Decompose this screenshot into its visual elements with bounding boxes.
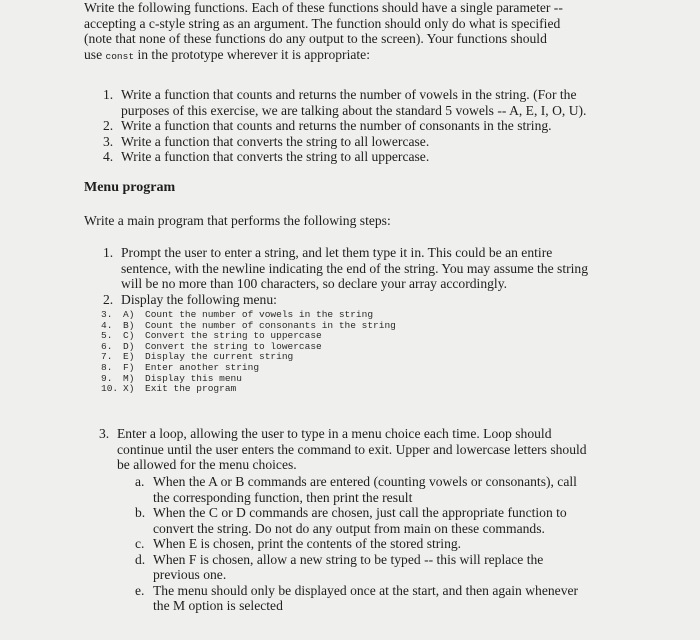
item-line: be allowed for the menu choices. (117, 457, 297, 472)
intro-line: (note that none of these functions do any output to the screen). Your functions should (84, 31, 547, 46)
menu-text: Enter another string (145, 361, 260, 373)
item-letter: a. (135, 474, 145, 489)
step3-list (99, 426, 647, 473)
line-number: 5. (101, 330, 113, 342)
menu-key: E) (123, 351, 135, 363)
section-heading: Menu program (84, 180, 176, 195)
item-number: 2. (103, 118, 114, 133)
menu-text: Display the current string (145, 351, 294, 363)
function-item (103, 118, 641, 134)
item-line: Write a function that counts and returns the number of consonants in the string. (121, 118, 552, 133)
code-keyword: const (105, 50, 135, 62)
item-line: When the C or D commands are chosen, just call the appropriate function to (153, 505, 567, 520)
item-line: When E is chosen, print the contents of the stored string. (153, 536, 462, 551)
item-line: Display the following menu: (121, 291, 277, 307)
item-line: Write a function that converts the string to all uppercase. (121, 149, 430, 164)
substep-item (135, 474, 653, 505)
menu-code-line (101, 384, 396, 395)
menu-text: Convert the string to lowercase (145, 340, 322, 352)
steps-list (103, 245, 641, 307)
menu-key: A) (123, 309, 135, 320)
step-item (103, 245, 641, 292)
item-line: the M option is selected (153, 598, 283, 613)
intro-line (84, 47, 644, 65)
item-number: 1. (103, 245, 114, 260)
intro-line: Write the following functions. Each of these functions should have a single parameter -- (84, 0, 563, 15)
item-letter: e. (135, 582, 145, 598)
item-line: Write a function that counts and returns the number of vowels in the string. (For the (121, 87, 577, 102)
substeps-list (135, 474, 653, 614)
intro-text: in the prototype wherever it is appropriate: (137, 46, 370, 62)
menu-key: X) (123, 383, 135, 395)
item-line: continue until the user enters the command to exit. Upper and lowercase letters should (117, 441, 587, 457)
menu-text: Display this menu (145, 372, 242, 384)
item-line: Enter a loop, allowing the user to type in a menu choice each time. Loop should (117, 426, 552, 441)
item-line: Prompt the user to enter a string, and let them type it in. This could be an entire (121, 245, 553, 260)
item-number: 4. (103, 149, 114, 164)
item-line: convert the string. Do not do any output from main on these commands. (153, 520, 545, 536)
item-line: will be no more than 100 characters, so declare your array accordingly. (121, 276, 508, 291)
substep-item (135, 582, 653, 614)
line-number: 3. (101, 309, 113, 320)
intro-line: accepting a c-style string as an argument. The function should only do what is specified (84, 15, 561, 31)
substep-item (135, 536, 653, 552)
menu-key: F) (123, 361, 135, 373)
item-letter: b. (135, 505, 146, 520)
item-line: When F is chosen, allow a new string to be typed -- this will replace the (153, 551, 544, 567)
menu-text: Exit the program (145, 383, 237, 395)
step-item (99, 426, 647, 473)
item-letter: c. (135, 536, 145, 551)
item-line: sentence, with the newline indicating the end of the string. You may assume the string (121, 260, 589, 276)
function-item (103, 133, 641, 150)
function-item (103, 149, 641, 165)
substep-item (135, 551, 653, 583)
intro-text: use (84, 46, 103, 62)
intro-paragraph (84, 0, 644, 64)
item-line: Write a function that converts the string to all lowercase. (121, 133, 430, 149)
functions-list (103, 87, 641, 165)
main-intro: Write a main program that performs the following steps: (84, 213, 391, 228)
item-number: 3. (103, 133, 114, 149)
item-line: The menu should only be displayed once at the start, and then again whenever (153, 582, 579, 598)
item-line: the corresponding function, then print the result (153, 489, 413, 505)
menu-text: Convert the string to uppercase (145, 330, 322, 342)
item-line: previous one. (153, 567, 227, 582)
item-number: 2. (103, 291, 114, 307)
menu-text: Count the number of consonants in the string (145, 319, 396, 331)
line-number: 7. (101, 351, 113, 363)
item-line: purposes of this exercise, we are talking about the standard 5 vowels -- A, E, I, O, U). (121, 102, 587, 118)
menu-code-listing (101, 310, 396, 395)
line-number: 8. (101, 361, 113, 373)
line-number: 4. (101, 319, 113, 331)
menu-key: M) (123, 372, 135, 384)
line-number: 6. (101, 340, 113, 352)
function-item (103, 87, 641, 118)
item-line: When the A or B commands are entered (counting vowels or consonants), call (153, 474, 577, 489)
menu-key: D) (123, 340, 135, 352)
item-number: 1. (103, 87, 114, 102)
item-number: 3. (99, 426, 110, 441)
menu-key: B) (123, 319, 135, 331)
menu-key: C) (123, 330, 135, 342)
item-letter: d. (135, 551, 146, 567)
step-item (103, 291, 641, 308)
substep-item (135, 505, 653, 536)
line-number: 9. (101, 372, 113, 384)
line-number: 10. (101, 383, 119, 395)
menu-text: Count the number of vowels in the string (145, 309, 374, 320)
